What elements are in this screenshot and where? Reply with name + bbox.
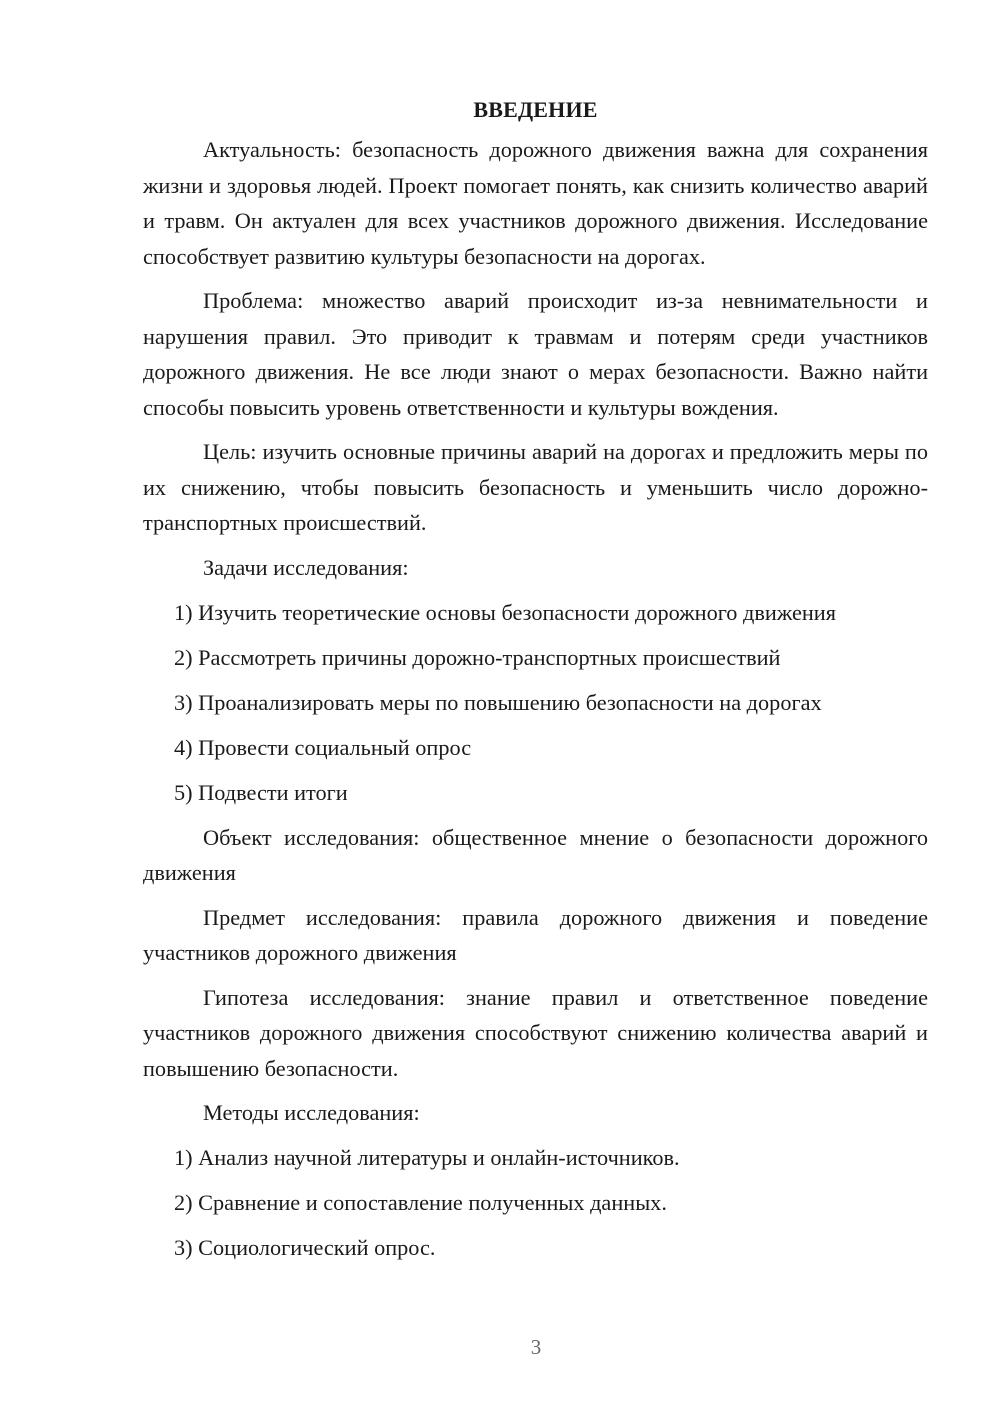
subject-paragraph: Предмет исследования: правила дорожного движения и поведение участников дорожного движения — [143, 904, 928, 965]
page-title: ВВЕДЕНИЕ — [473, 97, 598, 122]
object-paragraph: Объект исследования: общественное мнение о безопасности дорожного движения — [143, 824, 928, 885]
goal-paragraph: Цель: изучить основные причины аварий на дорогах и предложить меры по их снижению, чтобы повысить безопасность и уменьшить число дорожно-транспортных происшествий. — [143, 439, 928, 535]
method-item: 2) Сравнение и сопоставление полученных данных. — [174, 1190, 667, 1215]
task-item: 1) Изучить теоретические основы безопасности дорожного движения — [174, 599, 836, 625]
page-number: 3 — [530, 1335, 542, 1359]
methods-heading: Методы исследования: — [203, 1100, 420, 1125]
relevance-paragraph: Актуальность: безопасность дорожного движения важна для сохранения жизни и здоровья людей. Проект помогает понять, как снизить количество аварий и травм. Он актуален для всех участников дорожного движения. Исследование способствует развитию культуры безопасности на дорогах. — [143, 137, 928, 269]
task-item: 5) Подвести итоги — [174, 779, 348, 805]
method-item: 3) Социологический опрос. — [174, 1235, 436, 1260]
page-content — [143, 93, 928, 1275]
tasks-heading: Задачи исследования: — [203, 554, 409, 580]
task-item: 4) Провести социальный опрос — [174, 734, 472, 760]
hypothesis-paragraph: Гипотеза исследования: знание правил и ответственное поведение участников дорожного движения способствуют снижению количества аварий и повышению безопасности. — [143, 984, 928, 1081]
method-item: 1) Анализ научной литературы и онлайн-источников. — [174, 1145, 680, 1170]
task-item: 3) Проанализировать меры по повышению безопасности на дорогах — [174, 689, 822, 715]
task-item: 2) Рассмотреть причины дорожно-транспортных происшествий — [174, 644, 781, 670]
problem-paragraph: Проблема: множество аварий происходит из-за невнимательности и нарушения правил. Это приводит к травмам и потерям среди участников дорожного движения. Не все люди знают о мерах безопасности. Важно найти способы повысить уровень ответственности и культуры вождения. — [143, 288, 928, 420]
